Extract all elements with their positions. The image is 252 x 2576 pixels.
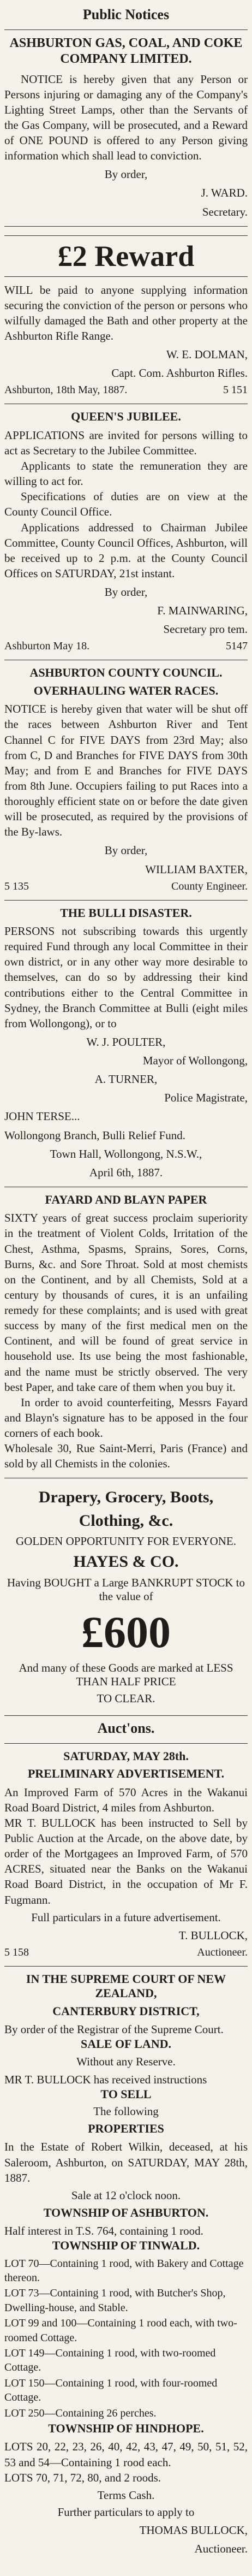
bulli-date: April 6th, 1887. xyxy=(89,1165,163,1179)
jubilee-p3: Specifications of duties are on view at the County Council Office. xyxy=(4,490,248,519)
court-hindhope: TOWNSHIP OF HINDHOPE. xyxy=(48,2421,204,2435)
gas-role: Secretary. xyxy=(202,205,248,218)
jubilee-notice xyxy=(4,404,248,660)
reward-notice xyxy=(4,227,248,405)
reward-body: WILL be paid to anyone supplying information securing the conviction of the person or persons who wilfully damaged the Bath and other property at the Ashburton Rifle Range. xyxy=(4,283,248,343)
county-footer xyxy=(4,879,248,893)
drapery-sub: Having BOUGHT a Large BANKRUPT STOCK to the value of xyxy=(7,1576,245,1603)
bulli-body: PERSONS not subscribing towards this urgently required Fund through any local Committee in their own district, or in any other way more desirable to themselves, can do so by addressing their kind contributions either to the Central Committee in Sydney, the Branch Committee at Bulli (eight miles from Wollongong), or to xyxy=(4,925,248,1030)
court-further: Further particulars to apply to xyxy=(57,2505,195,2519)
reward-date: Ashburton, 18th May, 1887. xyxy=(4,384,128,396)
court-to-sell: TO SELL xyxy=(100,2087,152,2101)
bulli-name2: A. TURNER, xyxy=(94,1073,158,1086)
drapery-value: £600 xyxy=(81,1607,171,1657)
auction-farm: An Improved Farm of 570 Acres in the Wakanui Road Board District, 4 miles from Ashburton. xyxy=(4,1785,248,1814)
auction-footer xyxy=(4,1945,248,1959)
bulli-disaster-notice xyxy=(4,901,248,1187)
bulli-place: Town Hall, Wollongong, N.S.W., xyxy=(50,1147,202,1160)
jubilee-ref: 5147 xyxy=(226,640,248,653)
fayard-address: Wholesale 30, Rue Saint-Merri, Paris (France) and sold by all Chemists in the colonies. xyxy=(4,1442,248,1471)
county-subtitle: OVERHAULING WATER RACES. xyxy=(33,683,219,697)
jubilee-name: F. MAINWARING, xyxy=(157,604,248,618)
county-body: NOTICE is hereby given that water will be shut off the races between Ashburton River and Tent Channel C for FIVE DAYS from 23rd May; also from C, D and Branches for FIVE DAYS from 30th May; and from E and Branches for FIVE DAYS from 8th June. Occupiers failing to put Races into a thoroughly efficient state on or before the date given will be prosecuted, as required by the provisions of the By-laws. xyxy=(4,702,248,839)
reward-footer xyxy=(4,383,248,397)
court-sub: CANTERBURY DISTRICT, xyxy=(52,2004,200,2018)
county-council-notice xyxy=(4,660,248,900)
auction-bullock: MR T. BULLOCK has been instructed to Sell by Public Auction at the Arcade, on the above date, by order of the Mortgagees an Improved Farm, of 570 ACRES, situated near the Banks on the Wakanui Road Board District, in the occupation of Mr F. Fugmann. xyxy=(4,1816,248,1906)
court-follow: The following xyxy=(93,2105,159,2118)
court-half: Half interest in T.S. 764, containing 1 rood. xyxy=(4,2224,203,2238)
court-properties: PROPERTIES xyxy=(88,2122,164,2136)
drapery-ad xyxy=(4,1478,248,1716)
court-terms: Terms Cash. xyxy=(97,2488,155,2502)
auction-sign: T. BULLOCK, xyxy=(178,1928,248,1942)
gas-company-notice xyxy=(4,30,248,227)
court-sale: SALE OF LAND. xyxy=(80,2037,172,2051)
lot-item-1: LOT 70—Containing 1 rood, with Bakery and Cottage thereon. xyxy=(4,2257,244,2284)
auction-pre: PRELIMINARY ADVERTISEMENT. xyxy=(27,1767,225,1781)
gas-title: ASHBURTON GAS, COAL, AND COKE COMPANY LIMITED. xyxy=(9,36,243,66)
auction-info: Full particulars in a future advertisement. xyxy=(31,1910,221,1924)
court-title: IN THE SUPREME COURT OF NEW ZEALAND, xyxy=(26,1971,226,2000)
fayard-blayn-ad xyxy=(4,1187,248,1479)
auction-role: Auctioneer. xyxy=(197,1946,248,1958)
jubilee-title: QUEEN'S JUBILEE. xyxy=(71,410,181,424)
lot-item-6: LOT 250—Containing 26 perches. xyxy=(4,2407,157,2419)
jubilee-p2: Applicants to state the remuneration they are willing to act for. xyxy=(4,459,248,488)
county-title: ASHBURTON COUNTY COUNCIL. xyxy=(29,666,223,680)
county-ref: 5 135 xyxy=(4,880,29,892)
lot-item-2: LOT 73—Containing 1 rood, with Butcher's Shop, Dwelling-house, and Stable. xyxy=(4,2287,226,2314)
jubilee-p4: Applications addressed to Chairman Jubilee Committee, County Council Offices, Ashburton, will be received up to 2 p.m. at the County Council Offices on SATURDAY, 21st instant. xyxy=(4,520,248,580)
reward-amount: £2 Reward xyxy=(4,235,248,277)
bulli-name: W. J. POULTER, xyxy=(86,1035,166,1049)
court-time: Sale at 12 o'clock noon. xyxy=(71,2188,181,2202)
reward-name: W. E. DOLMAN, xyxy=(166,348,248,362)
county-by-order: By order, xyxy=(104,844,148,857)
reward-ref: 5 151 xyxy=(223,384,248,396)
lot-item-5: LOT 150—Containing 1 rood, with four-roomed Cottage. xyxy=(4,2377,218,2404)
drapery-line1: Drapery, Grocery, Boots, xyxy=(38,1488,214,1507)
drapery-golden: GOLDEN OPPORTUNITY FOR EVERYONE. xyxy=(16,1535,236,1548)
drapery-store: HAYES & CO. xyxy=(73,1553,179,1571)
public-notices-header: Public Notices xyxy=(4,2,248,30)
court-town: TOWNSHIP OF ASHBURTON. xyxy=(43,2205,209,2219)
court-name: THOMAS BULLOCK, xyxy=(139,2523,248,2537)
court-estate: In the Estate of Robert Wilkin, deceased, at his Saleroom, Ashburton, on SATURDAY, MAY 28th, 1887. xyxy=(4,2140,248,2184)
reward-role: Capt. Com. Ashburton Rifles. xyxy=(111,366,248,380)
auction-date: SATURDAY, MAY 28th. xyxy=(63,1749,189,1763)
bulli-role1: Mayor of Wollongong, xyxy=(142,1054,248,1068)
court-role: Auctioneer. xyxy=(194,2542,248,2555)
gas-body: NOTICE is hereby given that any Person or Persons injuring or damaging any of the Company's Lighting Street Lamps, other than the Servants of the Gas Company, will be prosecuted, and a Reward of ONE POUND is offered to any Person giving information which shall lead to conviction. xyxy=(4,72,248,163)
court-hlots: LOTS 20, 22, 23, 26, 40, 42, 43, 47, 49, 50, 51, 52, 53 and 54—Containing 1 rood each. xyxy=(4,2440,248,2469)
court-body: By order of the Registrar of the Supreme Court. xyxy=(4,2023,224,2036)
auction-preliminary xyxy=(4,1744,248,1967)
lot-item-4: LOT 149—Containing 1 rood, with two-roomed Cottage. xyxy=(4,2347,216,2374)
lot-item-3: LOT 99 and 100—Containing 1 rood each, with two-roomed Cottage. xyxy=(4,2317,237,2344)
court-reserve: Without any Reserve. xyxy=(76,2054,176,2068)
gas-by-order: By order, xyxy=(104,168,148,181)
bulli-role2: Police Magistrate, xyxy=(164,1091,248,1105)
court-lots xyxy=(4,2257,248,2420)
auction-ref: 5 158 xyxy=(4,1946,29,1958)
jubilee-footer xyxy=(4,639,248,653)
auctions-header: Auct'ons. xyxy=(4,1716,248,1744)
jubilee-by-order: By order, xyxy=(104,585,148,599)
drapery-clear: TO CLEAR. xyxy=(97,1691,155,1705)
drapery-text: And many of these Goods are marked at LESS THAN HALF PRICE xyxy=(19,1661,233,1688)
drapery-line2: Clothing, &c. xyxy=(79,1511,173,1530)
bulli-name3: JOHN TERSE... xyxy=(4,1110,80,1123)
fayard-body: SIXTY years of great success proclaim superiority in the treatment of Violent Colds, Irritation of the Chest, Asthma, Spasms, Sprains, Sores, Corns, Burns, &c. and Sore Throat. Sold at most chemists on the Continent, and by all Chemists, Sold at a century by thousands of cures, it is an unfailing remedy for these complaints; and is used with great success by many of the first medical men on the Continent, and will be found of great service in household use. Its use being the most fashionable, and the name must be strictly observed. The very best Paper, and take care of them when you buy it. xyxy=(4,1211,248,1394)
supreme-court-sale xyxy=(4,1967,248,2563)
fayard-note: In order to avoid counterfeiting, Messrs Fayard and Blayn's signature has to be apposed in the four corners of each book. xyxy=(4,1395,248,1440)
bulli-title: THE BULLI DISASTER. xyxy=(60,905,192,920)
court-tinwald: TOWNSHIP OF TINWALD. xyxy=(52,2239,200,2253)
jubilee-p1: APPLICATIONS are invited for persons willing to act as Secretary to the Jubilee Committee. xyxy=(4,428,248,457)
county-role: County Engineer. xyxy=(171,880,248,892)
fayard-title: FAYARD AND BLAYN PAPER xyxy=(45,1192,207,1206)
county-name: WILLIAM BAXTER, xyxy=(145,862,248,876)
jubilee-role: Secretary pro tem. xyxy=(163,623,248,636)
court-hlots2: LOTS 70, 71, 72, 80, and 2 roods. xyxy=(4,2471,161,2484)
bulli-role3: Wollongong Branch, Bulli Relief Fund. xyxy=(4,1128,185,1142)
gas-name: J. WARD. xyxy=(201,186,248,200)
court-instr: MR T. BULLOCK has received instructions xyxy=(4,2072,207,2086)
jubilee-date: Ashburton May 18. xyxy=(4,640,90,653)
